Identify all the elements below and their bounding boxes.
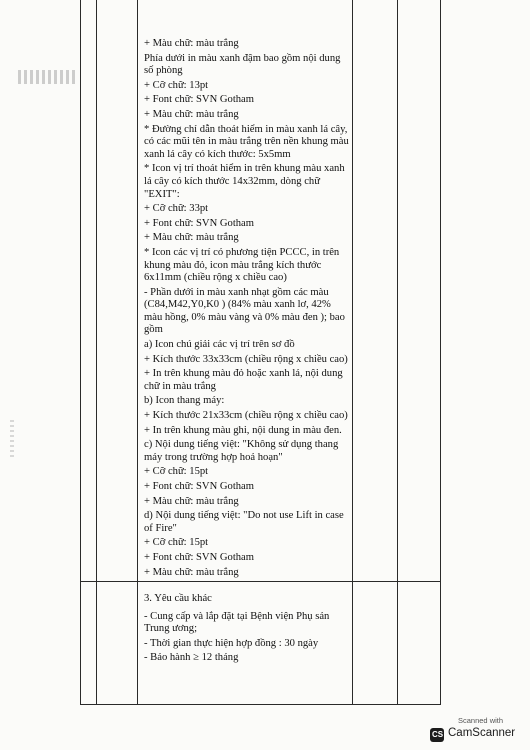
spec-line: + Kích thước 21x33cm (chiều rộng x chiều cao)	[144, 410, 348, 422]
spec-line: + Kích thước 33x33cm (chiều rộng x chiều cao)	[144, 353, 348, 365]
camscanner-watermark	[418, 716, 522, 746]
spec-line: + Cỡ chữ: 15pt	[144, 537, 209, 549]
table-border-left	[80, 0, 81, 705]
other-requirements-cell	[144, 593, 349, 667]
requirement-line: - Thời gian thực hiện hợp đồng : 30 ngày	[144, 637, 319, 649]
spec-line: + Màu chữ: màu trắng	[144, 108, 239, 120]
spec-line: + In trên khung màu ghi, nội dung in màu đen.	[144, 424, 342, 436]
spec-line: + Màu chữ: màu trắng	[144, 38, 239, 49]
table-column-rule	[137, 0, 138, 705]
specification-cell	[144, 38, 349, 581]
spec-line: + Màu chữ: màu trắng	[144, 495, 239, 507]
camscanner-logo-icon	[430, 728, 444, 742]
spec-line: * Đường chỉ dẫn thoát hiểm in màu xanh lá cây, có các mũi tên in màu trắng trên nền khung màu xanh lá cây có kích thước: 5x5mm	[144, 123, 349, 160]
spec-line: a) Icon chú giải các vị trí trên sơ đồ	[144, 339, 295, 351]
spec-line: + Font chữ: SVN Gotham	[144, 551, 255, 563]
spec-line: b) Icon thang máy:	[144, 395, 225, 407]
spec-line: d) Nội dung tiếng việt: "Do not use Lift in case of Fire"	[144, 510, 344, 534]
table-column-rule	[352, 0, 353, 705]
requirement-line: - Cung cấp và lắp đặt tại Bệnh viện Phụ sản Trung ương;	[144, 610, 330, 635]
spec-line: + In trên khung màu đỏ hoặc xanh lá, nội dung chữ in màu trắng	[144, 368, 343, 392]
spec-line: * Icon các vị trí có phương tiện PCCC, in trên khung màu đỏ, icon màu trắng kích thước 6x11mm (chiều rộng x chiều cao)	[144, 246, 340, 284]
spec-line: + Cỡ chữ: 15pt	[144, 466, 209, 478]
table-column-rule	[397, 0, 398, 705]
spec-line: + Font chữ: SVN Gotham	[144, 481, 255, 492]
spec-line: - Phần dưới in màu xanh nhạt gồm các màu (C84,M42,Y0,K0 ) (84% màu xanh lơ, 42% màu hồng, 0% màu vàng và 0% màu đen ); bao gồm	[144, 286, 345, 336]
spec-line: * Icon vị trí thoát hiểm in trên khung màu xanh lá cây có kích thước 14x32mm, dòng chữ "EXIT":	[144, 163, 345, 200]
table-border-right	[440, 0, 441, 705]
table-column-rule	[96, 0, 97, 705]
spec-line: + Cỡ chữ: 33pt	[144, 203, 209, 215]
spec-line: + Font chữ: SVN Gotham	[144, 217, 255, 229]
spec-line: + Font chữ: SVN Gotham	[144, 94, 255, 106]
section-heading: 3. Yêu cầu khác	[144, 593, 212, 604]
spec-line: c) Nội dung tiếng việt: "Không sử dụng thang máy trong trường hợp hoả hoạn"	[144, 439, 339, 463]
scan-artifact	[18, 70, 78, 84]
watermark-caption: Scanned with	[458, 716, 504, 725]
scan-artifact	[10, 420, 14, 460]
spec-line: + Cỡ chữ: 13pt	[144, 79, 209, 91]
requirement-line: - Bảo hành ≥ 12 tháng	[144, 652, 239, 664]
spec-line: + Màu chữ: màu trắng	[144, 232, 239, 244]
table-bottom-rule	[80, 704, 441, 705]
spec-line: + Màu chữ: màu trắng	[144, 566, 239, 578]
watermark-brand: CamScanner	[448, 727, 516, 739]
spec-line: Phía dưới in màu xanh đậm bao gồm nội dung số phòng	[144, 52, 341, 77]
